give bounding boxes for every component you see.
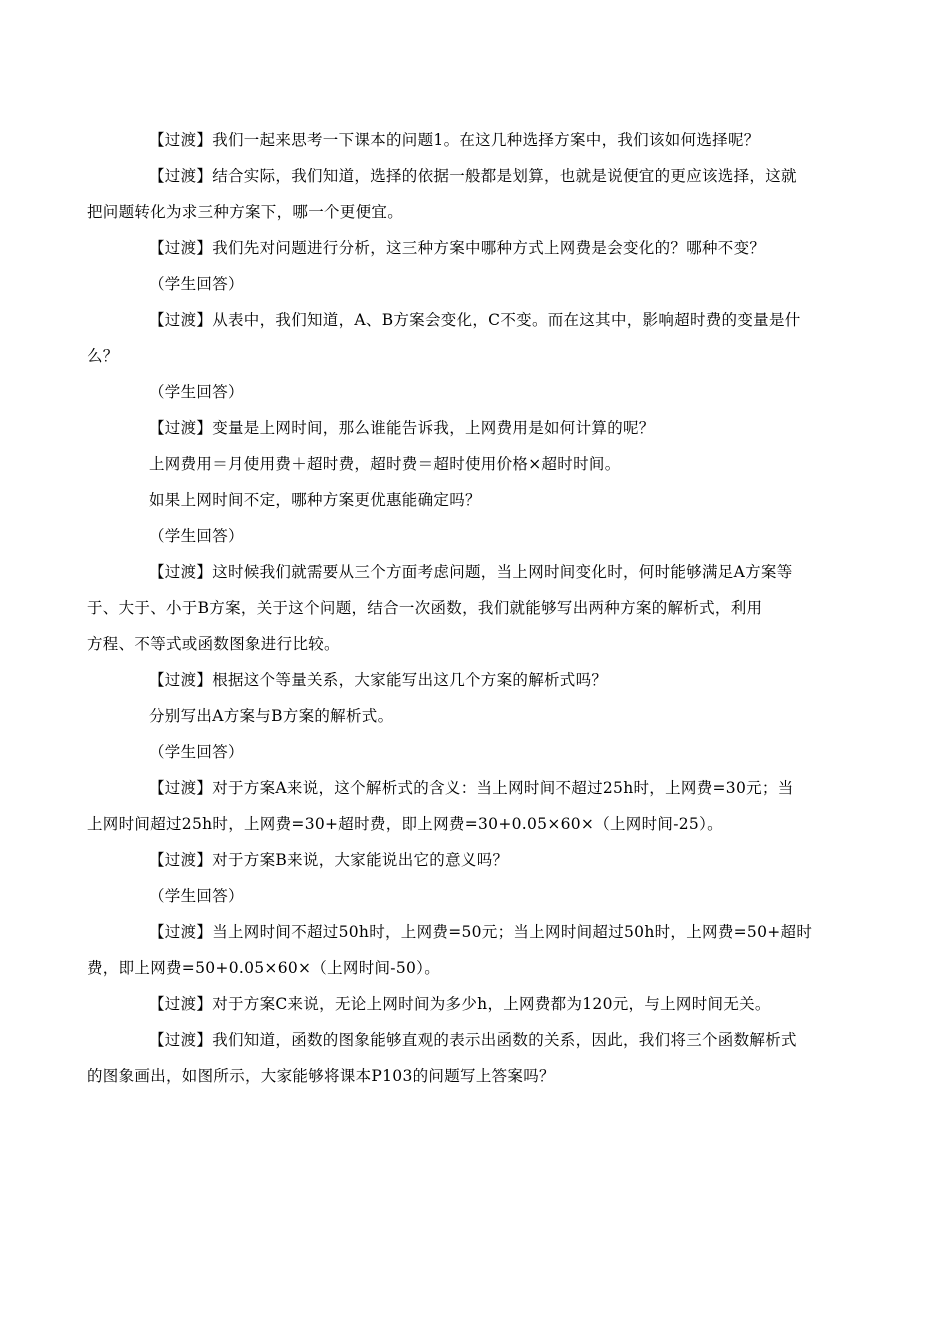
text-line: 费，即上网费=50+0.05×60×（上网时间-50）。 — [87, 959, 441, 977]
text-line: 【过渡】对于方案A来说，这个解析式的含义：当上网时间不超过25h时，上网费=30元；当 — [149, 779, 794, 797]
paragraph — [118, 446, 834, 482]
text-line: 【过渡】对于方案C来说，无论上网时间为多少h，上网费都为120元，与上网时间无关。 — [149, 995, 771, 1013]
text-line: （学生回答） — [149, 743, 244, 761]
paragraph — [118, 230, 834, 266]
text-line: 上网费用＝月使用费＋超时费，超时费＝超时使用价格×超时时间。 — [149, 455, 621, 473]
paragraph — [118, 878, 834, 914]
paragraph — [118, 410, 834, 446]
paragraph — [118, 842, 834, 878]
text-line: （学生回答） — [149, 383, 244, 401]
text-line: 方程、不等式或函数图象进行比较。 — [87, 635, 340, 653]
paragraph — [118, 266, 834, 302]
text-line: 【过渡】我们知道，函数的图象能够直观的表示出函数的关系，因此，我们将三个函数解析式 — [149, 1031, 797, 1049]
text-line: 【过渡】对于方案B来说，大家能说出它的意义吗？ — [149, 851, 509, 869]
text-line: 【过渡】变量是上网时间，那么谁能告诉我，上网费用是如何计算的呢？ — [149, 419, 655, 437]
paragraph — [87, 302, 834, 374]
paragraph — [87, 554, 834, 662]
text-line: 【过渡】当上网时间不超过50h时，上网费=50元；当上网时间超过50h时，上网费=50+超时 — [149, 923, 813, 941]
paragraph — [118, 482, 834, 518]
document-body — [87, 122, 834, 1094]
paragraph — [118, 662, 834, 698]
text-line: 把问题转化为求三种方案下，哪一个更便宜。 — [87, 203, 404, 221]
paragraph — [87, 770, 834, 842]
paragraph — [118, 374, 834, 410]
paragraph — [118, 518, 834, 554]
paragraph — [118, 122, 834, 158]
text-line: 如果上网时间不定，哪种方案更优惠能确定吗？ — [149, 491, 481, 509]
text-line: 【过渡】我们一起来思考一下课本的问题1。在这几种选择方案中，我们该如何选择呢？ — [149, 131, 760, 149]
text-line: 【过渡】从表中，我们知道，A、B方案会变化，C不变。而在这其中，影响超时费的变量是什 — [149, 311, 801, 329]
text-line: （学生回答） — [149, 275, 244, 293]
text-line: 上网时间超过25h时，上网费=30+超时费，即上网费=30+0.05×60×（上网时间-25）。 — [87, 815, 723, 833]
text-line: 么？ — [87, 347, 119, 365]
text-line: （学生回答） — [149, 887, 244, 905]
paragraph — [87, 1022, 834, 1094]
text-line: 【过渡】结合实际，我们知道，选择的依据一般都是划算，也就是说便宜的更应该选择，这就 — [149, 167, 797, 185]
text-line: 的图象画出，如图所示，大家能够将课本P103的问题写上答案吗？ — [87, 1067, 555, 1085]
text-line: 于、大于、小于B方案，关于这个问题，结合一次函数，我们就能够写出两种方案的解析式，利用 — [87, 599, 763, 617]
paragraph — [87, 158, 834, 230]
paragraph — [118, 698, 834, 734]
text-line: 【过渡】我们先对问题进行分析，这三种方案中哪种方式上网费是会变化的？哪种不变？ — [149, 239, 766, 257]
text-line: 【过渡】这时候我们就需要从三个方面考虑问题，当上网时间变化时，何时能够满足A方案等 — [149, 563, 793, 581]
paragraph — [118, 986, 834, 1022]
paragraph — [118, 734, 834, 770]
text-line: （学生回答） — [149, 527, 244, 545]
text-line: 分别写出A方案与B方案的解析式。 — [149, 707, 394, 725]
paragraph — [87, 914, 834, 986]
text-line: 【过渡】根据这个等量关系，大家能写出这几个方案的解析式吗？ — [149, 671, 608, 689]
